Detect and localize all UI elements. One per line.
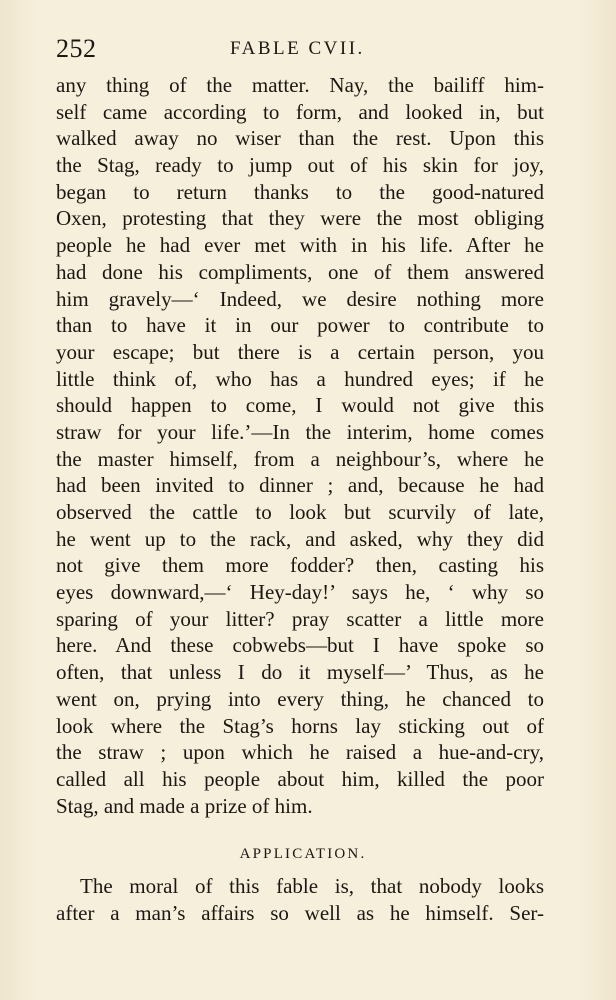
text-line: began to return thanks to the good-natured	[56, 179, 544, 204]
text-line: any thing of the matter. Nay, the bailiff him-	[56, 73, 544, 97]
text-line: had been invited to dinner ; and, because he had	[56, 473, 544, 498]
text-line: the straw ; upon which he raised a hue-and-cry,	[56, 740, 544, 765]
application-heading: APPLICATION.	[239, 846, 367, 862]
page-number: 252	[56, 34, 97, 63]
text-line: called all his people about him, killed the poor	[56, 766, 544, 791]
text-line: him gravely—‘ Indeed, we desire nothing more	[56, 286, 544, 311]
text-line: Oxen, protesting that they were the most obliging	[56, 206, 544, 231]
text-line: sparing of your litter? pray scatter a little more	[56, 606, 544, 631]
text-line: little think of, who has a hundred eyes; if he	[56, 366, 544, 391]
text-line: Stag, and made a prize of him.	[56, 793, 313, 818]
text-line: observed the cattle to look but scurvily of late,	[56, 500, 544, 524]
running-head: FABLE CVII.	[230, 38, 365, 59]
text-line: walked away no wiser than the rest. Upon this	[56, 126, 544, 151]
text-line: should happen to come, I would not give this	[56, 393, 544, 418]
text-line: people he had ever met with in his life. After he	[56, 233, 544, 258]
text-line: had done his compliments, one of them answered	[56, 259, 544, 284]
page-header	[56, 34, 546, 64]
text-line: often, that unless I do it myself—’ Thus, as he	[56, 660, 544, 685]
text-line: he went up to the rack, and asked, why they did	[56, 526, 544, 551]
text-line: after a man’s affairs so well as he himself. Ser-	[56, 900, 544, 925]
application-text	[56, 873, 544, 926]
text-line: not give them more fodder? then, casting his	[56, 553, 544, 578]
text-line: self came according to form, and looked in, but	[56, 99, 544, 124]
text-line: went on, prying into every thing, he chanced to	[56, 686, 544, 711]
text-line: here. And these cobwebs—but I have spoke so	[56, 633, 544, 658]
text-line: look where the Stag’s horns lay sticking out of	[56, 713, 544, 738]
text-line: straw for your life.’—In the interim, home comes	[56, 419, 544, 444]
fable-text	[56, 72, 544, 819]
text-line: your escape; but there is a certain person, you	[56, 339, 544, 364]
text-line: the Stag, ready to jump out of his skin for joy,	[56, 153, 544, 178]
text-line: The moral of this fable is, that nobody looks	[80, 874, 544, 898]
text-line: than to have it in our power to contribute to	[56, 313, 544, 338]
text-line: the master himself, from a neighbour’s, where he	[56, 446, 544, 471]
text-line: eyes downward,—‘ Hey-day!’ says he, ‘ why so	[56, 580, 544, 605]
